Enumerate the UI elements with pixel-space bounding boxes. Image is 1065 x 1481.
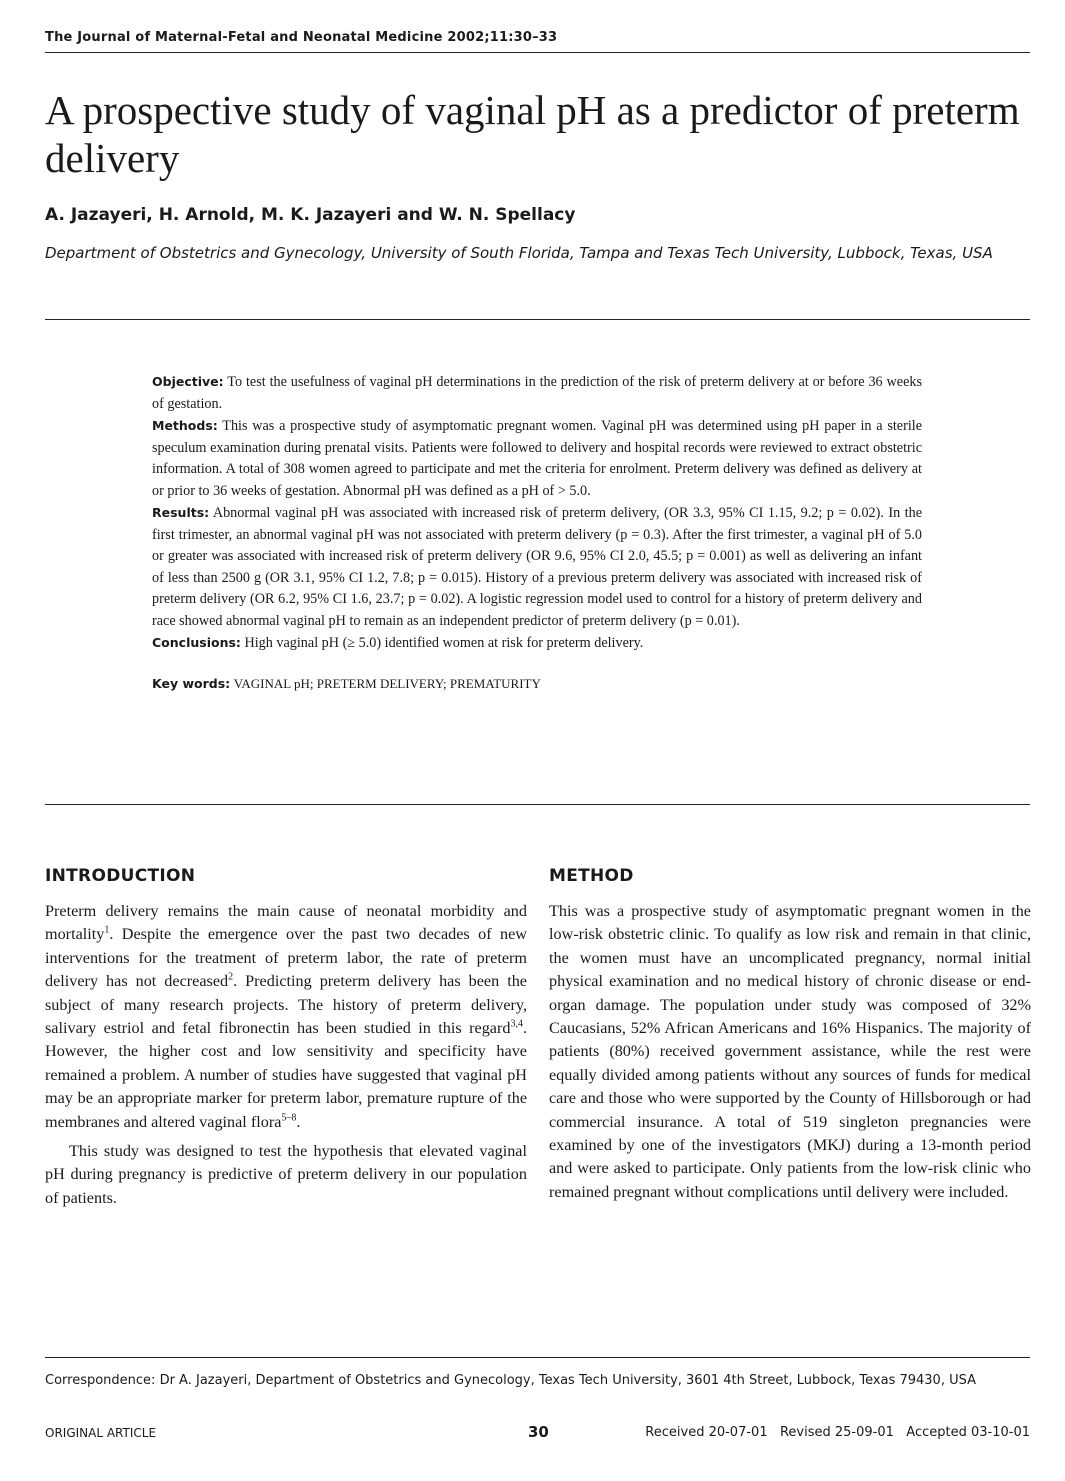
ref-1: 1 — [104, 925, 110, 937]
method-paragraph-1: This was a prospective study of asymptomatic pregnant women in the low-risk obstetric clinic. To qualify as low risk and remain in that clinic, the women must have an uncomplicated pregnancy, normal initial physical examination and no medical history of chronic disease or end-organ damage. The population under study was composed of 32% Caucasians, 52% African Americans and 16% Hispanics. The majority of patients (80%) received government assistance, while the rest were equally divided among patients without any sources of funds for medical care and those who were supported by the County of Hillsborough or had commercial insurance. A total of 519 singleton pregnancies were examined by one of the investigators (MKJ) during a 13-month period and were asked to participate. Only patients from the low-risk clinic who remained pregnant without complications until delivery were included. — [549, 902, 1031, 1201]
intro-text-a: Preterm delivery remains the main cause of neonatal morbidity and mortality — [45, 902, 527, 944]
method-section — [549, 866, 1031, 1204]
methods-text: This was a prospective study of asymptomatic pregnant women. Vaginal pH was determined using pH paper in a sterile speculum examination during prenatal visits. Patients were followed to delivery and hospital records were reviewed to extract obstetric information. A total of 308 women agreed to participate and met the criteria for enrolment. Preterm delivery was defined as delivery at or prior to 36 weeks of gestation. Abnormal pH was defined as a pH of > 5.0. — [152, 418, 923, 499]
results-label: Results: — [152, 505, 210, 520]
methods-label: Methods: — [152, 418, 218, 433]
footer-rule — [45, 1357, 1030, 1358]
received-dates: Received 20-07-01 Revised 25-09-01 Accepted 03-10-01 — [645, 1425, 1030, 1440]
objective-label: Objective: — [152, 374, 224, 389]
authors: A. Jazayeri, H. Arnold, M. K. Jazayeri and W. N. Spellacy — [45, 205, 576, 225]
ref-5-8: 5–8 — [281, 1112, 297, 1124]
introduction-paragraph-2: This study was designed to test the hypothesis that elevated vaginal pH during pregnancy is predictive of preterm delivery in our population of patients. — [45, 1142, 527, 1207]
keywords-text: VAGINAL pH; PRETERM DELIVERY; PREMATURITY — [233, 675, 541, 691]
abstract-conclusions — [152, 632, 922, 655]
intro-text-e: . — [296, 1112, 301, 1131]
header-rule — [45, 52, 1030, 53]
intro-text-c: . Predicting preterm delivery has been the subject of many research projects. The history of preterm delivery, salivary estriol and fetal fibronectin has been studied in this regard — [45, 972, 527, 1038]
intro-text-b: . Despite the emergence over the past two decades of new interventions for the treatment of preterm labor, the rate of preterm delivery has not decreased — [45, 925, 527, 991]
objective-text: To test the usefulness of vaginal pH determinations in the prediction of the risk of preterm delivery at or before 36 weeks of gestation. — [152, 374, 922, 412]
ref-3-4: 3,4 — [510, 1018, 523, 1030]
page-number: 30 — [528, 1423, 549, 1441]
conclusions-label: Conclusions: — [152, 635, 241, 650]
abstract-methods — [152, 415, 922, 502]
journal-header: The Journal of Maternal-Fetal and Neonatal Medicine 2002;11:30–33 — [45, 30, 558, 45]
intro-text-d: . However, the higher cost and low sensitivity and specificity have remained a problem. A number of studies have suggested that vaginal pH may be an appropriate marker for preterm labor, premature rupture of the membranes and altered vaginal flora — [45, 1019, 527, 1131]
method-heading: METHOD — [549, 866, 634, 886]
abstract-objective — [152, 371, 922, 415]
conclusions-text: High vaginal pH (≥ 5.0) identified women at risk for preterm delivery. — [244, 635, 644, 651]
ref-2: 2 — [228, 971, 234, 983]
affiliation: Department of Obstetrics and Gynecology, University of South Florida, Tampa and Texas Tech University, Lubbock, Texas, USA — [45, 244, 993, 262]
introduction-paragraph-1 — [45, 900, 527, 1134]
introduction-section — [45, 866, 527, 1210]
abstract — [152, 371, 922, 695]
abstract-top-rule — [45, 319, 1030, 320]
keywords-label: Key words: — [152, 675, 231, 691]
abstract-bottom-rule — [45, 804, 1030, 805]
article-type: ORIGINAL ARTICLE — [45, 1426, 157, 1440]
introduction-heading: INTRODUCTION — [45, 866, 196, 886]
results-text: Abnormal vaginal pH was associated with increased risk of preterm delivery, (OR 3.3, 95% CI 1.15, 9.2; p = 0.02). In the first trimester, an abnormal vaginal pH was not associated with preterm delivery (p = 0.3). After the first trimester, a vaginal pH of 5.0 or greater was associated with increased risk of preterm delivery (OR 9.6, 95% CI 2.0, 45.5; p = 0.001) as well as delivering an infant of less than 2500 g (OR 3.1, 95% CI 1.2, 7.8; p = 0.015). History of a previous preterm delivery was associated with increased risk of preterm delivery (OR 6.2, 95% CI 1.6, 23.7; p = 0.02). A logistic regression model used to control for a history of preterm delivery and race showed abnormal vaginal pH to remain as an independent predictor of preterm delivery (p = 0.01). — [152, 505, 923, 629]
article-title: A prospective study of vaginal pH as a predictor of preterm delivery — [45, 87, 1020, 181]
correspondence: Correspondence: Dr A. Jazayeri, Department of Obstetrics and Gynecology, Texas Tech University, 3601 4th Street, Lubbock, Texas 79430, USA — [45, 1373, 976, 1388]
abstract-results — [152, 502, 922, 632]
abstract-keywords — [152, 673, 922, 696]
